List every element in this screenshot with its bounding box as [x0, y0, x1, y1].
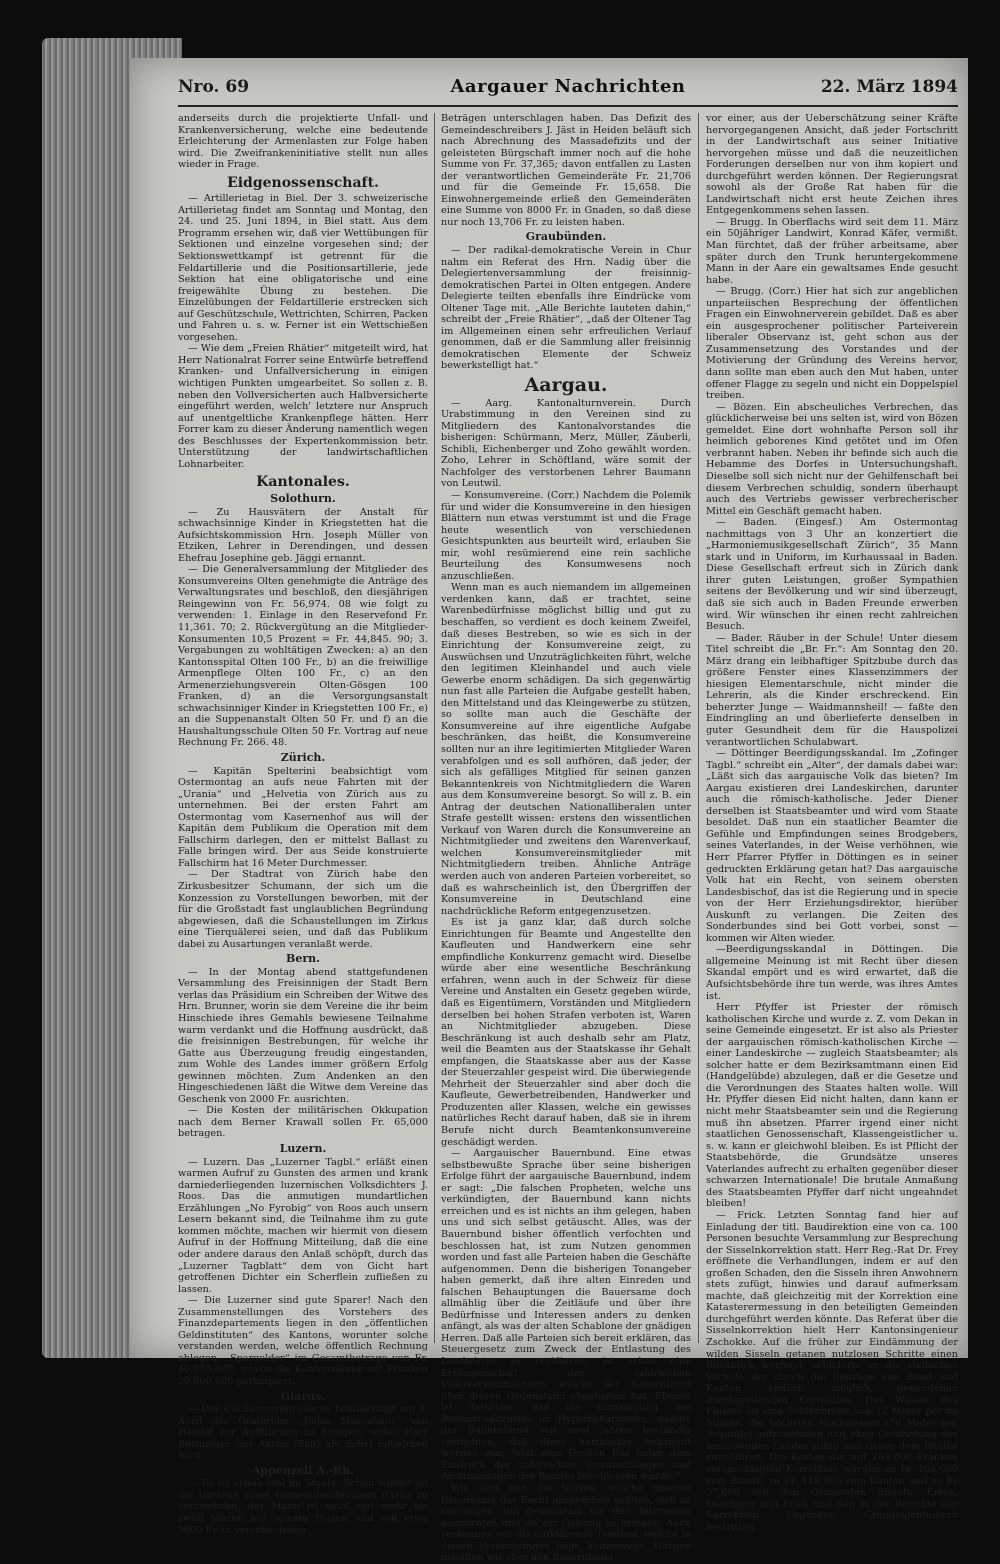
article-text: — Die Luzerner sind gute Sparer! Nach den Zusammenstellungen des Vorstehers des Finanzdepartements liegen in den „öffentlichen Geldinstituten“ des Kantons, worunter solche verstanden werden, welche öffentlich Rechnung ablegen, „Spargelder“ im Gesamtbetrage von Fr. 40,855,000, wovon die Kantonalbank mit Franken 29,000,000 partizipiert.	[178, 1295, 428, 1387]
article-text: — Zu Hausvätern der Anstalt für schwachsinnige Kinder in Kriegstetten hat die Aufsichtskommission Hrn. Joseph Müller von Etziken, Lehrer in Derendingen, und dessen Ehefrau Josephine geb. Jäggi ernannt.	[178, 506, 428, 564]
subsection-heading: Appenzell A.-Rh.	[251, 1463, 355, 1477]
subsection-heading: Bern.	[286, 952, 320, 966]
subsection-heading: Glarus.	[280, 1389, 326, 1403]
article-text: — Der radikal-demokratische Verein in Chur nahm ein Referat des Hrn. Nadig über die Delegiertenversammlung der freisinnig-demokratischen Partei in Olten entgegen. Andere Delegierte teilten ebenfalls ihre Eindrücke vom Oltener Tage mit. „Alle Berichte lauteten dahin,“ schreibt der „Freie Rhätier“, „daß der Oltener Tag im Allgemeinen einen sehr erfreulichen Verlauf genommen, daß er die Sammlung aller freisinnig demokratischen Elemente der Schweiz bewerkstelligt hat.“	[441, 245, 691, 372]
subsection-heading: Solothurn.	[270, 491, 336, 505]
article-text: — Der Stadtrat von Zürich habe den Zirkusbesitzer Schumann, der sich um die Konzession zu Vorstellungen beworben, mit der für die Großstadt fast unglaublichen Begründung abgewiesen, daß die Schaustellungen im Zirkus eine Tierquälerei seien, und daß das Publikum dabei zu Ausartungen veranlaßt werde.	[178, 869, 428, 950]
article-text: — Baden. (Eingesf.) Am Ostermontag nachmittags von 3 Uhr an konzertiert die „Harmoniemusikgesellschaft Zürich“, 35 Mann stark und in Uniform, im Kurhaussaal in Baden. Diese Gesellschaft erfreut sich in Zürich dank ihrer guten Leistungen, großer Sympathien seitens der Bevölkerung und wir sind überzeugt, daß sie sich auch in Baden Freunde erwerben wird. Wir wünschen ihr einen recht zahlreichen Besuch.	[706, 517, 958, 633]
column-rule	[698, 113, 699, 1343]
article-text: — Die Generalversammlung der Mitglieder des Konsumvereins Olten genehmigte die Anträge des Verwaltungsrates und beschloß, den diesjährigen Reingewinn von Fr. 56,974. 08 wie folgt zu verwenden: 1. Einlage in den Reservefond Fr. 11,361. 70; 2. Rückvergütung an die Mitglieder-Konsumenten 10,5 Prozent = Fr. 44,845. 90; 3. Vergabungen zu wohltätigen Zwecken: a) an den Kantonsspital Olten 100 Fr., b) an die freiwillige Armenpflege Olten 100 Fr., c) an den Armenerziehungsverein Olten-Gösgen 100 Franken, d) an die Versorgungsanstalt schwachsinniger Kinder in Kriegstetten 100 Fr., e) an die Suppenanstalt Olten 50 Fr. und f) an die Haushaltungsschule Olten 50 Fr. Vortrag auf neue Rechnung Fr. 266. 48.	[178, 564, 428, 749]
masthead-title: Aargauer Nachrichten	[450, 76, 686, 97]
article-text: — Bader. Räuber in der Schule! Unter diesem Titel schreibt die „Br. Fr.“: Am Sonntag den 20. März drang ein leibhaftiger Spitzbube durch das größere Fenster eines Klassenzimmers der hiesigen Elementarschule, nicht minder die Lehrerin, als die Kinder erschreckend. Ein beherzter Junge — Waidmannsheil! — faßte den Eindringling an und überlieferte denselben in guter Gesundheit dem für die Hauspolizei verantwortlichen Schulabwart.	[706, 632, 958, 748]
section-heading: Eidgenossenschaft.	[227, 174, 379, 191]
column-rule	[434, 113, 435, 1343]
article-text: — Es ist etwas faul im Staate. Schon wieder ist die Untreue eines Gemeindeschreibers (Gais) zu verzeichnen; der Mann ist wohl seit mehr als zwölf Jahren auf seinem Posten und soll etwa 5000 Fr. in verschiedenen	[178, 1478, 428, 1536]
column-1	[178, 113, 428, 1536]
column-3	[706, 113, 958, 1533]
article-text: vor einer, aus der Ueberschätzung seiner Kräfte hervorgegangenen Ansicht, daß jeder Fortschritt in der Landwirtschaft aus seiner Initiative hervorgehen müsse und daß die neuzeitlichen Forderungen derselben nur von ihm kopiert und durchgeführt werden können. Der Regierungsrat sowohl als der Große Rat haben für die Landwirtschaft nicht erst heute Zeichen ihres Entgegenkommens sehen lassen.	[706, 113, 958, 217]
article-text: Herr Pfyffer ist Priester der römisch katholischen Kirche und wurde z. Z. vom Dekan in seine Gemeinde eingesetzt. Er ist also als Priester der aargauischen römisch-katholischen Kirche — einer Landeskirche — zugleich Staatsbeamter; als solcher hatte er dem Bezirksamtmann einen Eid (Handgelübde) abzulegen, daß er die Gesetze und die Verordnungen des Staates halten wolle. Will Hr. Pfyffer diesen Eid nicht halten, dann kann er nicht mehr Staatsbeamter sein und die Regierung muß ihn absetzen. Pfarrer irgend einer nicht staatlichen Genossenschaft, Klassengeistlicher u. s. w. kann er gleichwohl bleiben. Es ist Pflicht der Staatsbehörde, die Grundsätze unseres Vaterlandes aufrecht zu erhalten gegenüber dieser schwarzen Internationale! Die brutale Anmaßung des Staatsbeamten Pfyffer darf nicht ungeahndet bleiben!	[706, 1002, 958, 1210]
article-text: — Artillerietag in Biel. Der 3. schweizerische Artillerietag findet am Sonntag und Montag, den 24. und 25. Juni 1894, in Biel statt. Aus dem Programm ersehen wir, daß vier Wettübungen für Sektionen und einzelne vorgesehen sind; der Sektionswettkampf ist getrennt für die Feldartillerie und die Positionsartillerie, jede Sektion hat eine obligatorische und eine freigewählte Übung zu bestehen. Die Einzelübungen der Feldartillerie erstrecken sich auf Geschützschule, Wettrichten, Schirren, Packen und Fahren u. s. w. Ferner ist ein Wettschießen vorgesehen.	[178, 193, 428, 343]
article-text: — In der Montag abend stattgefundenen Versammlung des Freisinnigen der Stadt Bern verlas das Präsidium ein Schreiben der Witwe des Hrn. Brunner, worin sie dem Vereine die ihr beim Hinschiede ihres Gemahls bewiesene Teilnahme warm verdankt und die Hoffnung ausdrückt, daß die freisinnigen Bestrebungen, für welche ihr Gatte aus Überzeugung freudig eingestanden, zum Wohle des Landes immer größern Erfolg gewinnen möchten. Zum Andenken an den Hingeschiedenen läßt die Witwe dem Vereine das Geschenk von 2000 Fr. ausrichten.	[178, 966, 428, 1105]
article-text: —Beerdigungsskandal in Döttingen. Die allgemeine Meinung ist mit Recht über diesen Skandal empört und es wird erwartet, daß die Aufsichtsbehörde ihre tun werde, was ihres Amtes ist.	[706, 944, 958, 1002]
article-text: Beträgen unterschlagen haben. Das Defizit des Gemeindeschreibers J. Jäst in Heiden beläuft sich nach Abrechnung des Massadefizits und der geleisteten Bürgschaft immer noch auf die hohe Summe von Fr. 37,365; davon entfallen zu Lasten der verantwortlichen Gemeinderäte Fr. 21,706 und für die Gemeinde Fr. 15,658. Die Einwohnergemeinde erließ den Gemeinderäten eine Summe von 8000 Fr. in Gnaden, so daß diese nur noch 13,706 Fr. zu leisten haben.	[441, 113, 691, 228]
subsection-heading: Zürich.	[280, 750, 326, 764]
article-text: — Aarg. Kantonalturnverein. Durch Urabstimmung in den Vereinen sind zu Mitgliedern des Kantonalvorstandes die bisherigen: Schürmann, Merz, Müller, Zäuberli, Schibli, Eichenberger und Zoho gewählt worden. Zoho, Lehrer in Schöftland, wäre somit der Nachfolger des verstorbenen Lehrer Baumann von Leutwil.	[441, 397, 691, 490]
newspaper-page	[130, 58, 968, 1564]
subsection-heading: Graubünden.	[525, 230, 607, 244]
article-text: — Frick. Letzten Sonntag fand hier auf Einladung der titl. Baudirektion eine von ca. 100 Personen besuchte Versammlung zur Besprechung der Sisselnkorrektion statt. Herr Reg.-Rat Dr. Frey eröffnete die Verhandlungen, indem er auf den großen Schaden, den die Sisseln ihren Anwohnern stets zufügt, hinwies und darauf aufmerksam machte, daß gleichzeitig mit der Korrektion eine Katasterermessung in den beteiligten Gemeinden durchgeführt werden könnte. Das Referat über die Sisselnkorrektion hielt Herr Kantonsingenieur Zschokke. Auf die früher zur Eindämmung der wilden Sisseln getanen nutzlosen Schritte einen Rückblick werfend, schilderte er die vielfachen Vorteile der durch die Beiträge von Bund und Kanton endlich möglich gewordenen durchgreifenden Korrektion. Das Wasser des Flusses ist eine Sohlenbreite von 12 Meter per im Stande, die höchsten Hochwasser (70 Meter per Sekunde) aufzunehmen und ohne Gefährdung des anstoßenden Landes ruhig und sicher dem Rheine zuzuführen. Die Kosten der auf 264,000 Franken veranschlagten Korrektion würden zu Fr. 105,600 vom Bunde, zu Fr. 118,800 vom Kanton und zu Fr 37,600 von den Gemeinden Sisseln, Eiken, Oeschgen und Frick und den in der Berichte der Korrektion liegenden Grundeigentümern bestritten	[706, 1209, 958, 1533]
article-text: — Wie dem „Freien Rhätier“ mitgeteilt wird, hat Herr Nationalrat Forrer seine Entwürfe betreffend Kranken- und Unfallversicherung in einigen wichtigen Punkten umgearbeitet. So sollen z. B. neben den Vollversicherten auch Halbversicherte eingeführt werden, welch' letztere nur Anspruch auf unentgeltliche Krankenpflege hätten. Herr Forrer kam zu dieser Änderung namentlich wegen des Beschlusses der Expertenkommission betr. Unterstützung der landwirtschaftlichen Lohnarbeiter.	[178, 343, 428, 470]
issue-date: 22. März 1894	[820, 77, 958, 97]
article-text: — Bözen. Ein abscheuliches Verbrechen, das glücklicherweise bei uns selten ist, wird von Bözen gemeldet. Eine dort wohnhafte Person soll ihr heimlich geborenes Kind getötet und im Ofen verbrannt haben. Neben ihr befinde sich auch die Hebamme des Dorfes in Untersuchungshaft. Dieselbe soll sich nicht nur der Gehilfenschaft bei diesem Verbrechen schuldig, sondern überhaupt auch des Vertriebs gewisser verbrecherischer Mittel ein Geschäft gemacht haben.	[706, 401, 958, 517]
section-heading: Aargau.	[524, 374, 608, 397]
column-2	[441, 113, 691, 1564]
issue-number: Nro. 69	[178, 77, 250, 97]
section-heading: Kantonales.	[256, 474, 350, 491]
article-text: — Kapitän Spelterini beabsichtigt vom Ostermontag an aufs neue Fahrten mit der „Urania“ und „Helvetia von Zürich aus zu unternehmen. Bei der ersten Fahrt am Ostermontag vom Kasernenhof aus will der Kapitän dem Publikum die Operation mit dem Fallschirm darlegen, den er mittelst Ballast zu Falle bringen wird. Der aus Seide konstruierte Fallschirm hat 16 Meter Durchmesser.	[178, 765, 428, 869]
article-text: Wir sind nun die letzten, welche unserer Bauersame das Recht absprechen wollten, sich zu vereinigen, um gemeinsam für ihre Interessen einzutreten und sie zur Geltung zu bringen. Auch verkennen wir die aufklärende Tendenz, welche in diesen Vereinigungen liegt, keineswegs. Warnen möchten wir aber den Bauernbund	[441, 1482, 691, 1564]
article-text: — Brugg. In Oberflachs wird seit dem 11. März ein 50jähriger Landwirt, Konrad Käfer, vermißt. Man fürchtet, daß der früher arbeitsame, aber später durch den Trunk heruntergekommene Mann in der Aare ein gewaltsames Ende gesucht habe.	[706, 216, 958, 286]
article-text: — Die Kosten der militärischen Okkupation nach dem Berner Krawall sollen Fr. 65,000 betragen.	[178, 1105, 428, 1140]
article-text: — Konsumvereine. (Corr.) Nachdem die Polemik für und wider die Konsumvereine in den hiesigen Blättern nun etwas verstummt ist und die Frage heute wesentlich von verschiedenen Gesichtspunkten aus beurteilt wird, erlauben Sie mir, wohl resümierend eine rein sachliche Beurteilung des Konsumwesens noch anzuschließen.	[441, 489, 691, 582]
article-text: anderseits durch die projektierte Unfall- und Krankenversicherung, welche eine bedeutende Erleichterung der Armenlasten zur Folge haben wird. Die Zweifrankeninitiative stellt nun alles wieder in Frage.	[178, 113, 428, 171]
article-text: — Brugg. (Corr.) Hier hat sich zur angeblichen unparteiischen Besprechung der öffentlichen Fragen ein Einwohnerverein gebildet. Daß es aber ein ausgesprochener politischer Parteiverein liberaler Observanz ist, geht schon aus der Zusammensetzung des Vorstandes und der Motivierung der Gründung des Vereins hervor, dann sollte man eben auch den Mut haben, unter offener Flagge zu segeln und nicht ein Doppelspiel treiben.	[706, 286, 958, 402]
subsection-heading: Luzern.	[279, 1142, 327, 1156]
article-text: — Döttinger Beerdigungsskandal. Im „Zofinger Tagbl.“ schreibt ein „Alter“, der damals dabei war: „Läßt sich das aargauische Volk das bieten? Im Aargau existieren drei Landeskirchen, darunter auch die römisch-katholische. Jeder Diener derselben ist Staatsbeamter und wird vom Staate besoldet. Daß nun ein staatlicher Beamter die Gefühle und Empfindungen seines Brodgebers, seines Vaterlandes, in der Weise verhöhnen, wie Herr Pfarrer Pfyffer in Döttingen es in seiner gedruckten Erklärung getan hat? Das aargauische Volk hat ein Recht, von seinem obersten Landesbischof, das ist die Regierung und in specie von der Herr Erziehungsdirektor, hierüber Auskunft zu verlangen. Die Zeiten des Sonderbundes sind bei Gott vorbei, sonst — kommen wir Alten wieder.	[706, 748, 958, 944]
article-text: — Aargauischer Bauernbund. Eine etwas selbstbewußte Sprache über seine bisherigen Erfolge führt der aargauische Bauernbund, indem er sagt: „Die falschen Propheten, welche uns verkündigten, der Bauernbund kann nichts erreichen und es ist nichts an ihm gelegen, haben uns und sich selbst getäuscht. Alles, was der Bauernbund bisher öffentlich verfochten und beschlossen hat, ist zum Nutzen genommen worden und fast alle Parteien haben die Geschäfte aufgenommen. Denn die bisherigen Tonangeber haben gemerkt, daß ihre alten Einreden und falschen Behauptungen die Bauersame doch allmählig über die Zeitläufe und über ihre Bedürfnisse und Interessen anders zu denken anfängt, als was der alten Schablone der gnädigen Herren. Daß alle Parteien sich bereit erklären, das Steuergesetz zum Zweck der Entlastung des Landwirtes zu revidieren, ist schon eine Errungenschaft der zahlreichen Volksversammlungen, welche der Bauernbund über diesen Gegenstand abgehalten hat. Ebenso ist Tatsache, daß die Ermäßigung des Bodenkreditzinses im Hypothekarwesen, welche der Bauernbund seit zwei Jahren beständig verfochten, daß diese hartnäckig bekämpft worden war, jetzt vom Großen Rat unter dem Eindruck der zahlreichen Versammlungen und Abstimmungen des Bundes beschlossen wurde.“	[441, 1148, 691, 1483]
article-text: Wenn man es auch niemandem im allgemeinen verdenken kann, daß er trachtet, seine Warenbedürfnisse möglichst billig und gut zu beschaffen, so verdient es doch keinem Zweifel, daß dieses Bestreben, so wie es sich in der Einrichtung der Konsumvereine zeigt, zu Auswüchsen und Unzuträglichkeiten führt, welche den legitimen Kleinhandel und auch viele Gewerbe enorm schädigen. Da sich gegenwärtig nun fast alle Parteien die Aufgabe gestellt haben, den Mittelstand und das Kleingewerbe zu stützen, so sollte man auch die Geschäfte der Konsumvereine auf ihre eigentliche Aufgabe beschränken, das heißt, die Konsumvereine sollten nur an ihre legitimierten Mitglieder Waren verabfolgen und es soll aufhören, daß jeder, der sich als gefälliges Mitglied für seinen ganzen Bekanntenkreis von Nichtmitgliedern die Waren aus dem Konsumvereine besorgt. So will z. B. ein Antrag der deutschen Nationalliberalen unter Strafe gestellt wissen: erstens den wissentlichen Verkauf von Waren durch die Konsumvereine an Nichtmitglieder und zweitens den Warenverkauf, welchen Konsumvereinsmitglieder mit Nichtmitgliedern treiben. Ähnliche Anträge werden auch von anderen Parteien vorbereitet, so daß es wahrscheinlich ist, den Übergriffen der Konsumvereine in Deutschland eine nachdrückliche Reform entgegenzusetzen.	[441, 582, 691, 917]
article-text: — Der Cäcilienverein Glarus beabsichtigt am 8. April das Oratorium „Judas Maccabäus“ von Händel zur Aufführung zu bringen, wobei Herr Burgmeier aus Aarau (Baß) als Solist mitwirken wird.	[178, 1404, 428, 1462]
page-header	[178, 73, 958, 107]
article-text: — Luzern. Das „Luzerner Tagbl.“ erläßt einen warmen Aufruf zu Gunsten des armen und krank darniederliegenden luzernischen Volksdichters J. Roos. Das die anmutigen mundartlichen Erzählungen „No Fyrobig“ von Roos auch unsern Lesern bekannt sind, die Teilnahme ihm zu gute kommen möchte, machen wir hiermit von diesem Aufruf in der Hoffnung Mitteilung, daß die eine oder andere daraus den Anlaß schöpft, durch das „Luzerner Tagblatt“ dem von Gicht hart getroffenen Dichter ein Scherflein zufließen zu lassen.	[178, 1156, 428, 1295]
article-text: Es ist ja ganz klar, daß durch solche Einrichtungen für Beamte und Angestellte den Kaufleuten und Handwerkern eine sehr empfindliche Konkurrenz gemacht wird. Dieselbe würde aber eine wesentliche Beschränkung erfahren, wenn auch in der Schweiz für diese Vereine und Anstalten ein Gesetz gegeben würde, daß es Eigentümern, Vorständen und Mitgliedern derselben bei hohen Strafen verboten ist, Waren an Nichtmitglieder abzugeben. Diese Beschränkung ist auch deshalb sehr am Platz, weil die Beamten aus der Staatskasse ihr Gehalt empfangen, die Staatskasse aber aus der Kasse der Steuerzahler gespeist wird. Die überwiegende Mehrheit der Steuerzahler sind aber doch die Kaufleute, Gewerbetreibenden, Handwerker und Produzenten aller Klassen, welche ein gewisses natürliches Recht darauf haben, daß sie in ihrem Berufe nicht durch Beamtenkonsumvereine geschädigt werden.	[441, 917, 691, 1148]
